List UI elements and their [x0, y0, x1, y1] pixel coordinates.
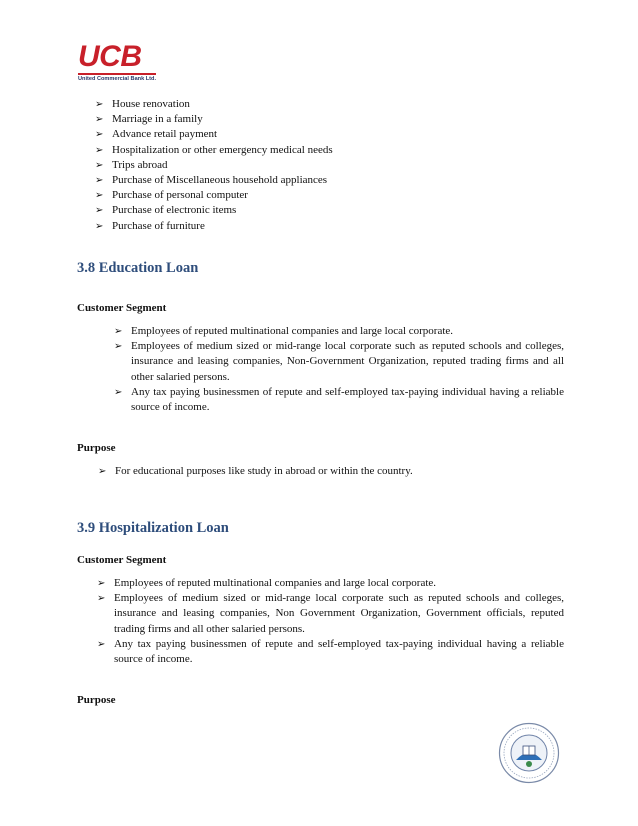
section-heading-education-loan: 3.8 Education Loan	[77, 260, 199, 276]
list-item	[95, 158, 565, 173]
list-item	[95, 143, 565, 158]
arrow-bullet-icon: ➢	[97, 593, 106, 605]
arrow-bullet-icon: ➢	[95, 205, 104, 217]
list-item	[95, 188, 565, 203]
list-item-text: Employees of reputed multinational companies and large local corporate.	[131, 325, 454, 337]
customer-segment-label-hospitalization: Customer Segment	[77, 554, 167, 566]
arrow-bullet-icon: ➢	[114, 386, 123, 398]
list-item-text: Any tax paying businessmen of repute and self-employed tax-paying individual having a reliable source of income.	[114, 637, 564, 666]
arrow-bullet-icon: ➢	[114, 341, 123, 353]
list-item	[114, 385, 564, 415]
list-item	[95, 173, 565, 188]
logo-name: UCB	[78, 40, 142, 73]
customer-segment-label-education: Customer Segment	[77, 302, 167, 314]
purpose-label-education: Purpose	[77, 442, 116, 454]
list-item-text: Purchase of personal computer	[112, 189, 248, 202]
purpose-list-education	[98, 464, 568, 479]
list-item-text: Purchase of Miscellaneous household appliances	[112, 174, 328, 187]
arrow-bullet-icon: ➢	[98, 466, 107, 477]
logo-subtitle: United Commercial Bank Ltd.	[78, 76, 157, 82]
list-item-text: Hospitalization or other emergency medical needs	[112, 143, 333, 156]
arrow-bullet-icon: ➢	[95, 99, 104, 110]
list-item	[98, 464, 568, 479]
list-item-text: Employees of medium sized or mid-range local corporate such as reputed schools and colleges, insurance and leasing companies, Non-Government Organization, reputed trading firms and all other salaried persons.	[131, 340, 564, 383]
list-item	[114, 324, 564, 339]
list-item-text: Employees of reputed multinational companies and large local corporate.	[114, 577, 437, 589]
list-item	[95, 203, 565, 218]
arrow-bullet-icon: ➢	[95, 129, 104, 141]
purpose-list-top	[95, 97, 565, 234]
arrow-bullet-icon: ➢	[95, 220, 104, 232]
arrow-bullet-icon: ➢	[95, 175, 104, 187]
arrow-bullet-icon: ➢	[114, 326, 123, 337]
list-item	[114, 339, 564, 385]
arrow-bullet-icon: ➢	[95, 114, 104, 126]
list-item-text: Advance retail payment	[112, 128, 218, 141]
list-item	[95, 127, 565, 142]
list-item-text: House renovation	[112, 98, 190, 110]
list-item-text: Purchase of furniture	[112, 219, 205, 232]
arrow-bullet-icon: ➢	[97, 638, 106, 650]
customer-segment-list-hospitalization	[97, 576, 564, 667]
list-item	[97, 637, 564, 667]
list-item-text: Employees of medium sized or mid-range local corporate such as reputed schools and colleges, insurance and leasing companies, Non Government Organization, Government officials, reputed trading firms and all other salaried persons.	[114, 592, 564, 635]
list-item	[95, 112, 565, 127]
arrow-bullet-icon: ➢	[97, 578, 106, 589]
list-item	[97, 591, 564, 637]
arrow-bullet-icon: ➢	[95, 144, 104, 156]
arrow-bullet-icon: ➢	[95, 159, 104, 171]
logo-underline	[78, 73, 156, 75]
ucb-logo	[78, 42, 164, 82]
list-item-text: Purchase of electronic items	[112, 204, 237, 217]
list-item	[95, 97, 565, 112]
purpose-label-hospitalization: Purpose	[77, 694, 116, 706]
arrow-bullet-icon: ➢	[95, 190, 104, 202]
list-item-text: For educational purposes like study in abroad or within the country.	[115, 465, 413, 477]
university-seal-icon	[498, 722, 560, 784]
list-item-text: Marriage in a family	[112, 113, 203, 126]
customer-segment-list-education	[114, 324, 564, 415]
list-item-text: Any tax paying businessmen of repute and self-employed tax-paying individual having a reliable source of income.	[131, 385, 564, 414]
section-heading-hospitalization-loan: 3.9 Hospitalization Loan	[77, 520, 229, 536]
list-item-text: Trips abroad	[112, 158, 168, 171]
list-item	[95, 219, 565, 234]
list-item	[97, 576, 564, 591]
